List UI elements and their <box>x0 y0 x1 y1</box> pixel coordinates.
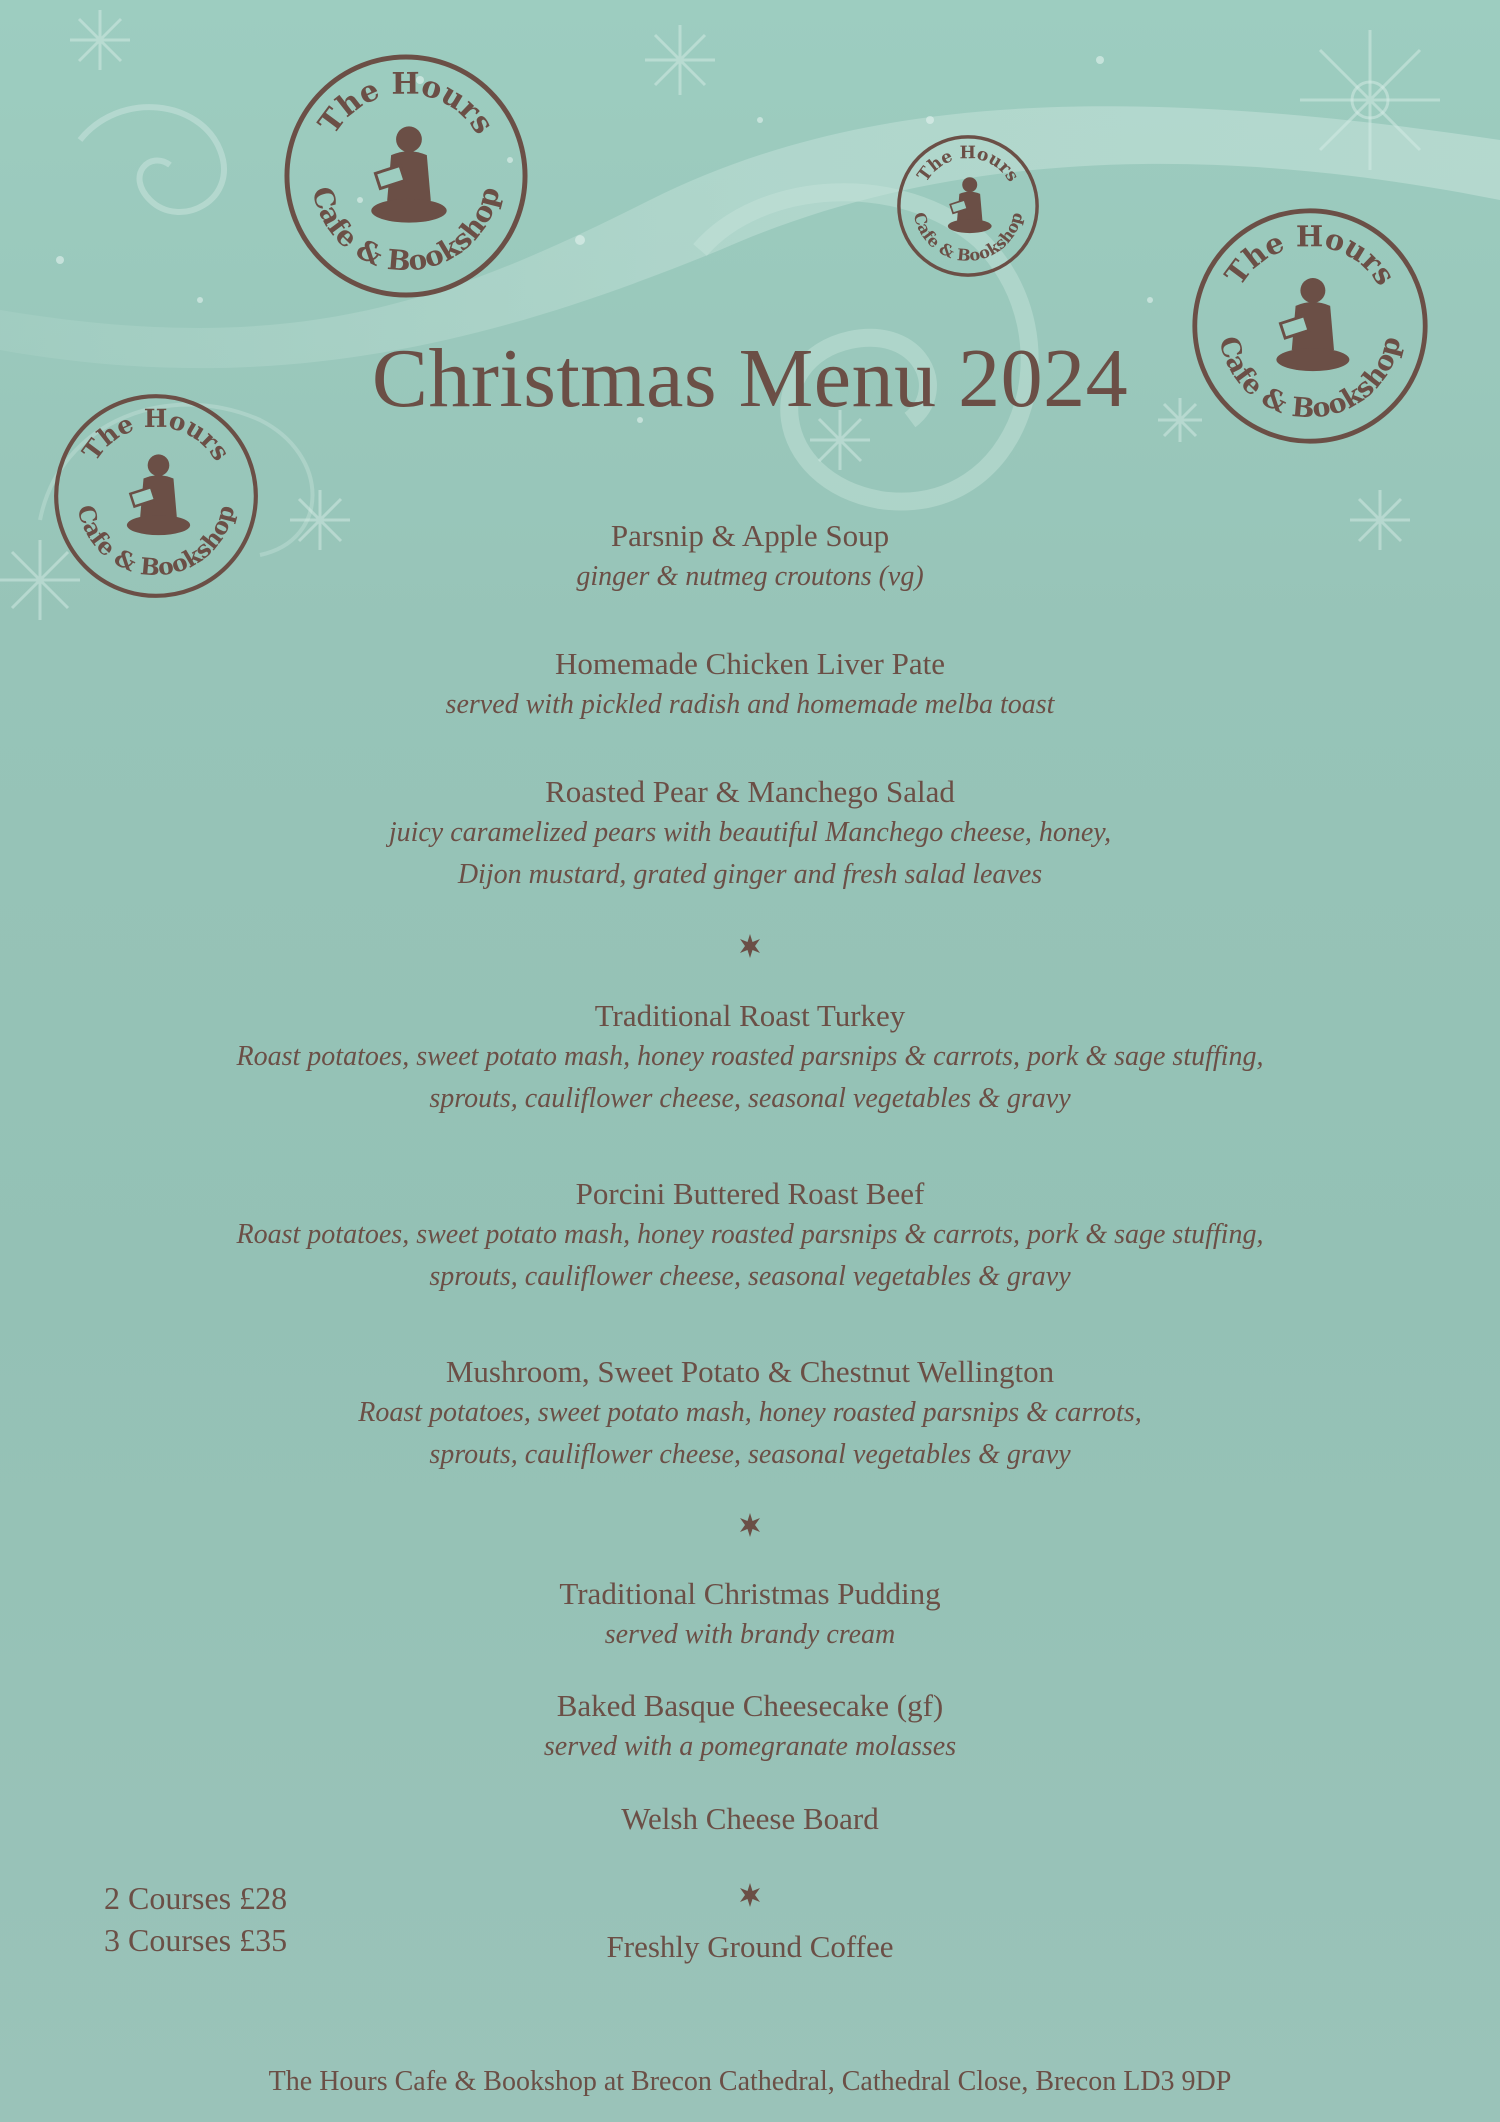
coffee-line: Freshly Ground Coffee <box>606 1929 894 1964</box>
dish-description: ginger & nutmeg croutons (vg) <box>576 561 924 592</box>
logo-badge <box>282 52 530 300</box>
dish-name: Homemade Chicken Liver Pate <box>555 646 945 681</box>
dish-description: served with pickled radish and homemade melba toast <box>445 689 1055 720</box>
menu-item <box>0 1686 1500 1768</box>
swirl-1 <box>80 107 224 212</box>
svg-text:The Hours: The Hours <box>913 143 1023 186</box>
dish-name: Traditional Roast Turkey <box>594 998 906 1033</box>
price-three-courses: 3 Courses £35 <box>104 1922 288 1958</box>
dish-description: sprouts, cauliflower cheese, seasonal vegetables & gravy <box>429 1439 1071 1470</box>
footer-address: The Hours Cafe & Bookshop at Brecon Cathedral, Cathedral Close, Brecon LD3 9DP <box>268 2066 1232 2097</box>
logo-badge <box>896 134 1040 278</box>
dish-name: Porcini Buttered Roast Beef <box>575 1176 925 1211</box>
menu-item <box>0 1799 1500 1839</box>
dish-description: served with a pomegranate molasses <box>543 1731 957 1762</box>
dish-name: Traditional Christmas Pudding <box>559 1576 941 1611</box>
menu-item <box>0 1574 1500 1656</box>
reader-figure-icon <box>371 126 446 222</box>
reader-figure-icon <box>948 177 992 233</box>
dish-name: Parsnip & Apple Soup <box>610 518 890 553</box>
price-two-courses: 2 Courses £28 <box>104 1880 288 1916</box>
menu-item <box>0 1352 1500 1476</box>
dish-description: Roast potatoes, sweet potato mash, honey roasted parsnips & carrots, <box>358 1397 1142 1428</box>
dish-description: sprouts, cauliflower cheese, seasonal vegetables & gravy <box>429 1261 1071 1292</box>
dish-name: Baked Basque Cheesecake (gf) <box>556 1688 944 1723</box>
dish-description: Dijon mustard, grated ginger and fresh salad leaves <box>457 859 1043 890</box>
dish-description: served with brandy cream <box>604 1619 896 1650</box>
svg-text:Cafe & Bookshop: Cafe & Bookshop <box>305 183 507 278</box>
star-divider-icon <box>738 1883 762 1907</box>
svg-text:The Hours: The Hours <box>76 403 236 466</box>
svg-text:Cafe & Bookshop: Cafe & Bookshop <box>909 210 1027 266</box>
dish-name: Welsh Cheese Board <box>621 1801 879 1836</box>
svg-text:The Hours: The Hours <box>1218 219 1403 292</box>
menu-item <box>0 996 1500 1120</box>
menu-item <box>0 516 1500 598</box>
page-title: Christmas Menu 2024 <box>371 332 1129 425</box>
menu-item <box>0 644 1500 726</box>
star-divider-icon <box>738 934 762 958</box>
menu-item <box>0 772 1500 896</box>
svg-text:Cafe & Bookshop: Cafe & Bookshop <box>71 502 241 582</box>
price-list <box>104 1877 287 1961</box>
dish-description: Roast potatoes, sweet potato mash, honey roasted parsnips & carrots, pork & sage stuffing, <box>236 1041 1264 1072</box>
menu-item <box>0 1174 1500 1298</box>
svg-text:Cafe & Bookshop: Cafe & Bookshop <box>1212 333 1408 425</box>
svg-text:The Hours: The Hours <box>311 66 501 141</box>
dish-name: Mushroom, Sweet Potato & Chestnut Wellington <box>445 1354 1055 1389</box>
dish-description: sprouts, cauliflower cheese, seasonal vegetables & gravy <box>429 1083 1071 1114</box>
dish-description: juicy caramelized pears with beautiful Manchego cheese, honey, <box>388 817 1112 848</box>
dish-description: Roast potatoes, sweet potato mash, honey roasted parsnips & carrots, pork & sage stuffing, <box>236 1219 1264 1250</box>
dish-name: Roasted Pear & Manchego Salad <box>545 774 955 809</box>
star-divider-icon <box>738 1513 762 1537</box>
